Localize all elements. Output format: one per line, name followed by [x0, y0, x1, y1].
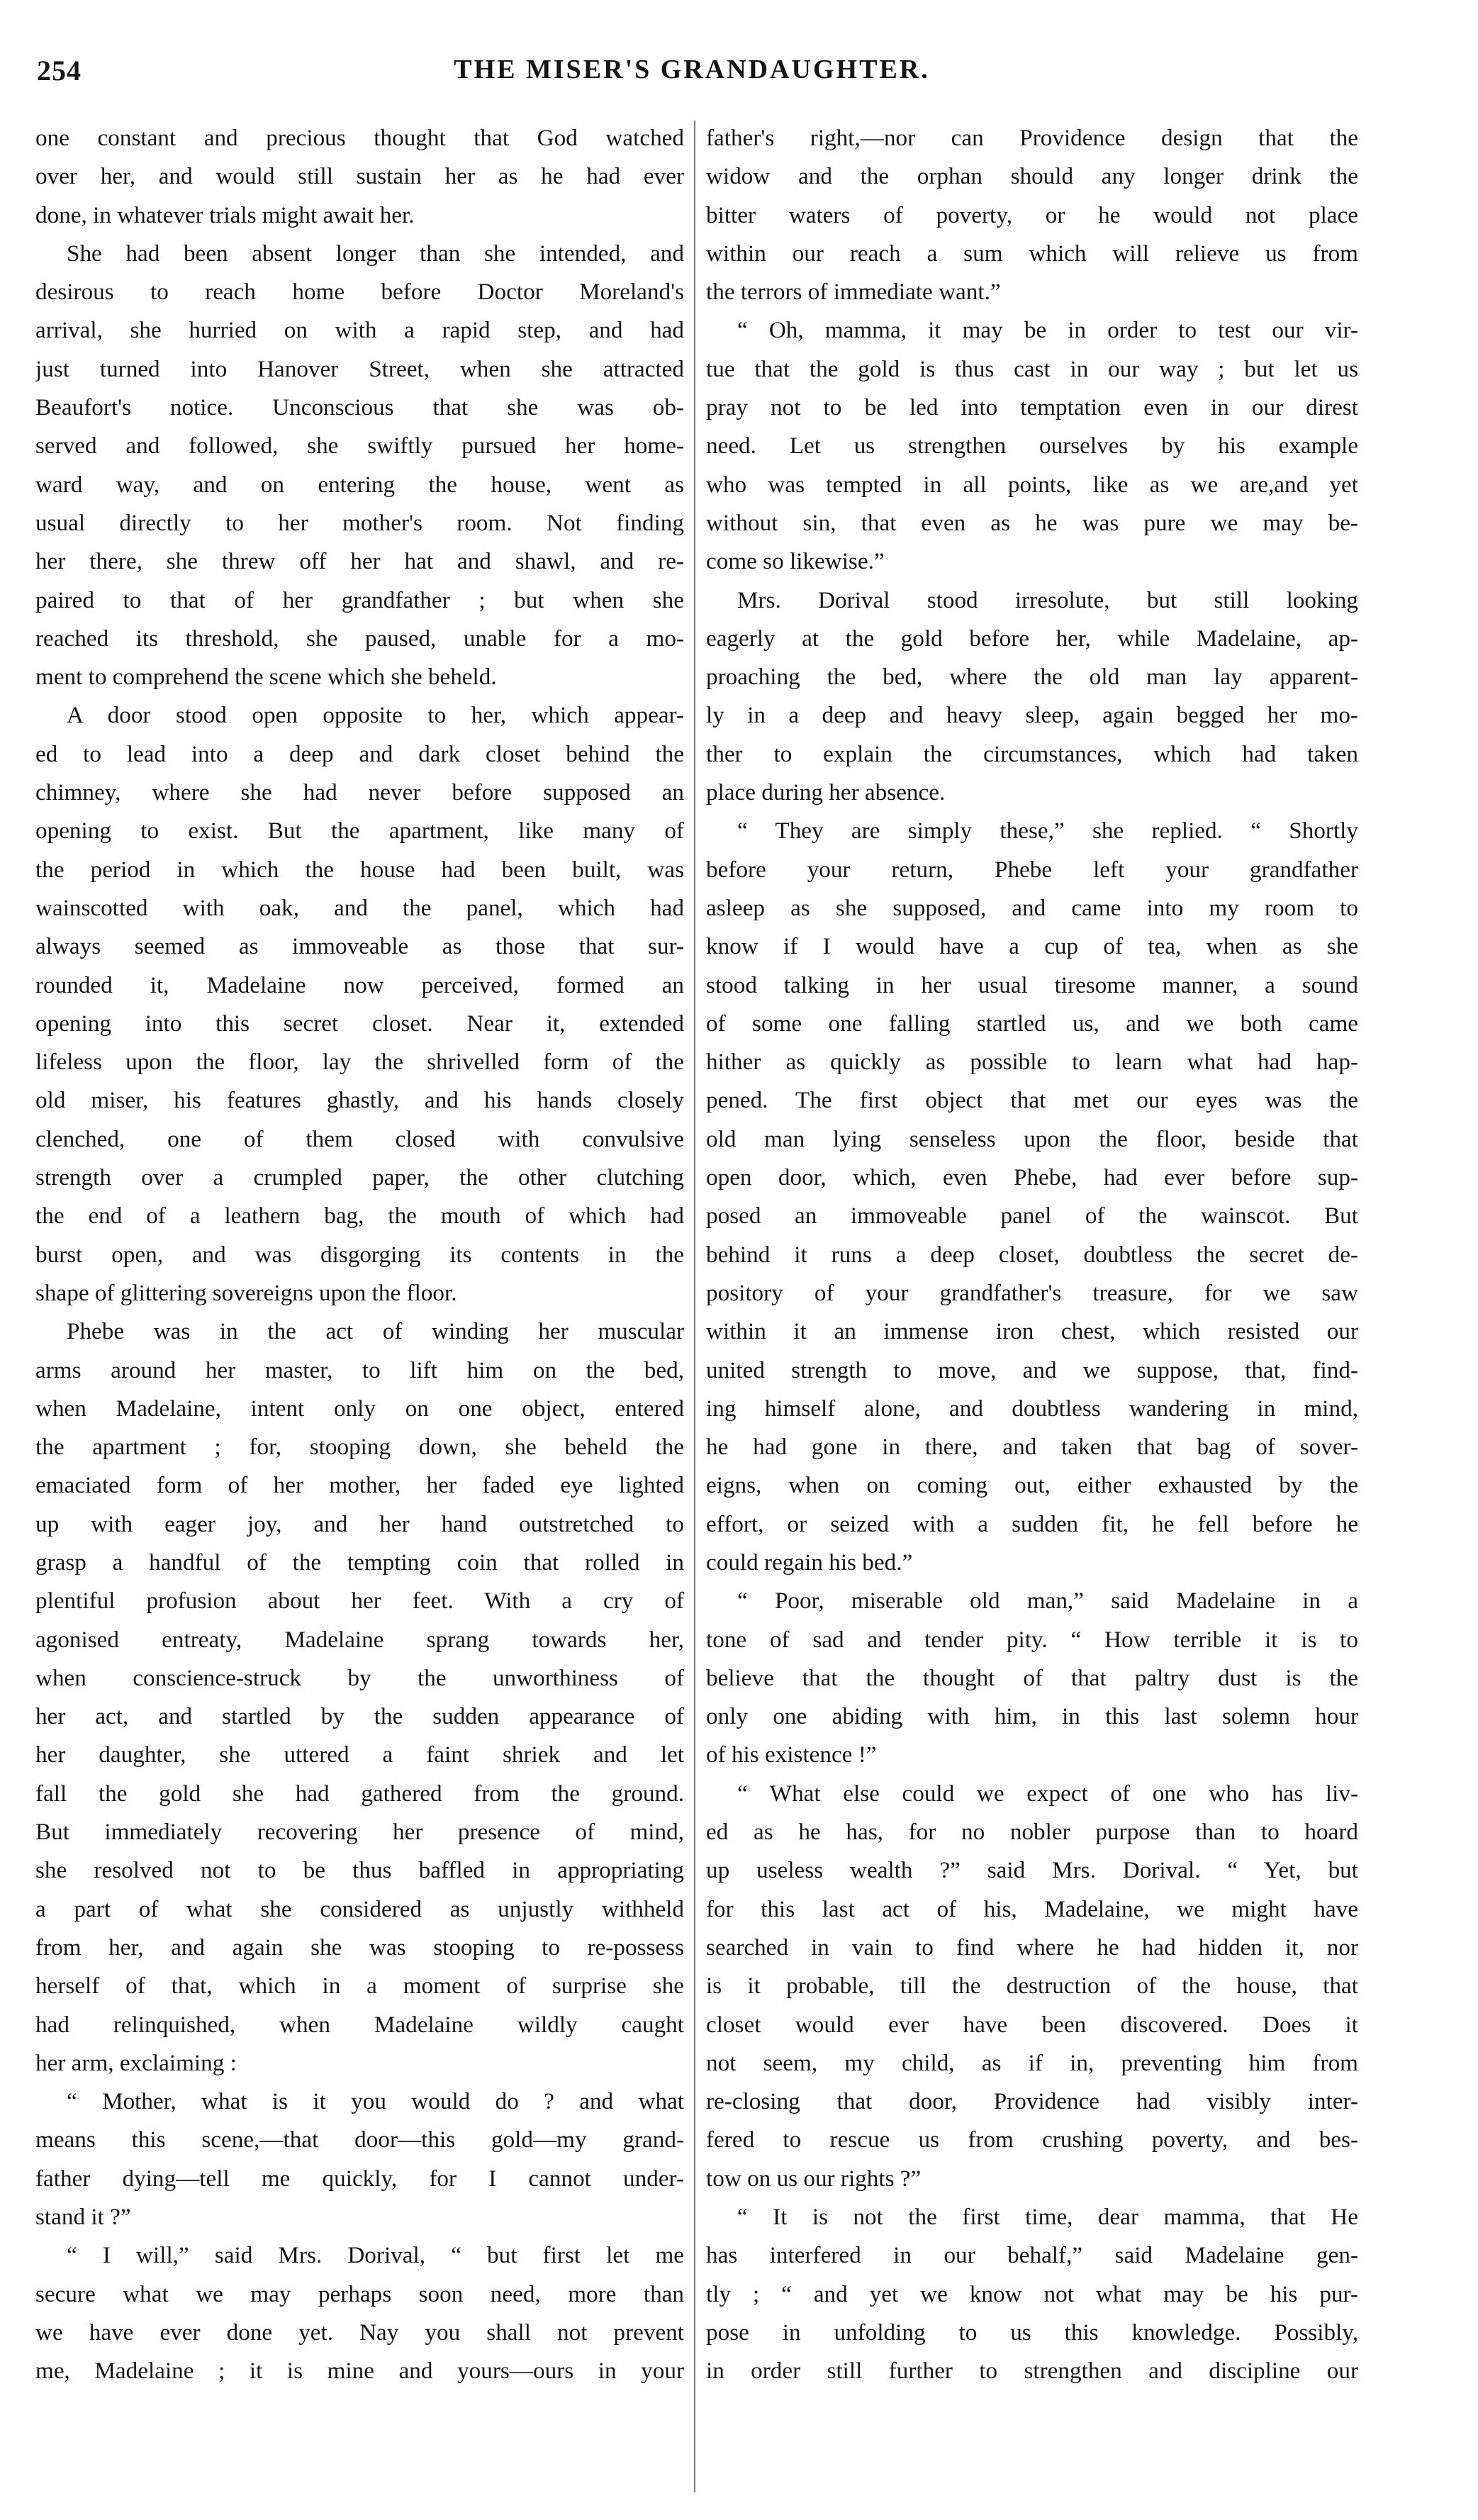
text-line: me, Madelaine ; it is mine and yours—ours in your: [35, 2358, 684, 2385]
text-line: over her, and would still sustain her as he had ever: [35, 163, 684, 190]
text-line: pened. The first object that met our eyes was the: [706, 1087, 1358, 1114]
text-line: grasp a handful of the tempting coin that rolled in: [35, 1549, 684, 1576]
text-line: fered to rescue us from crushing poverty, and bes-: [706, 2126, 1358, 2153]
text-line: has interfered in our behalf,” said Madelaine gen-: [706, 2242, 1358, 2269]
text-line: desirous to reach home before Doctor Moreland's: [35, 279, 684, 306]
text-line: tow on us our rights ?”: [706, 2165, 922, 2192]
text-line: “ What else could we expect of one who has liv-: [737, 1780, 1358, 1807]
text-line: arrival, she hurried on with a rapid step, and had: [35, 317, 684, 344]
text-line: tly ; “ and yet we know not what may be his pur-: [706, 2280, 1358, 2307]
text-line: eigns, when on coming out, either exhausted by the: [706, 1472, 1358, 1499]
text-line: rounded it, Madelaine now perceived, formed an: [35, 971, 684, 998]
text-line: agonised entreaty, Madelaine sprang towards her,: [35, 1626, 684, 1653]
text-line: stood talking in her usual tiresome manner, a sound: [706, 971, 1358, 998]
text-line: of his existence !”: [706, 1741, 877, 1768]
text-line: wainscotted with oak, and the panel, which had: [35, 894, 684, 921]
text-line: eagerly at the gold before her, while Madelaine, ap-: [706, 625, 1358, 652]
text-line: reached its threshold, she paused, unable for a mo-: [35, 625, 684, 652]
text-line: ing himself alone, and doubtless wandering in mind,: [706, 1395, 1358, 1422]
text-line: open door, which, even Phebe, had ever before sup-: [706, 1164, 1358, 1191]
text-line: arms around her master, to lift him on the bed,: [35, 1356, 684, 1383]
text-line: who was tempted in all points, like as we are,and yet: [706, 471, 1358, 498]
text-line: one constant and precious thought that God watched: [35, 125, 684, 151]
text-line: father dying—tell me quickly, for I cannot under-: [35, 2165, 684, 2192]
text-line: secure what we may perhaps soon need, more than: [35, 2280, 684, 2307]
text-line: searched in vain to find where he had hidden it, nor: [706, 1934, 1358, 1961]
text-line: the end of a leathern bag, the mouth of which had: [35, 1203, 684, 1230]
text-line: place during her absence.: [706, 779, 946, 806]
text-line: means this scene,—that door—this gold—my grand-: [35, 2126, 684, 2153]
text-line: the period in which the house had been built, was: [35, 856, 684, 883]
text-line: “ Mother, what is it you would do ? and what: [67, 2088, 684, 2115]
text-line: stand it ?”: [35, 2204, 131, 2231]
text-line: A door stood open opposite to her, which appear-: [67, 702, 684, 729]
text-line: before your return, Phebe left your grandfather: [706, 856, 1358, 883]
text-line: her there, she threw off her hat and shawl, and re-: [35, 548, 684, 575]
text-line: of some one falling startled us, and we both came: [706, 1010, 1358, 1037]
text-line: within our reach a sum which will relieve us from: [706, 240, 1358, 267]
text-line: proaching the bed, where the old man lay apparent-: [706, 664, 1358, 691]
text-line: lifeless upon the floor, lay the shrivelled form of the: [35, 1049, 684, 1076]
text-line: up with eager joy, and her hand outstretched to: [35, 1510, 684, 1537]
text-line: old miser, his features ghastly, and his hands closely: [35, 1087, 684, 1114]
text-line: always seemed as immoveable as those that sur-: [35, 933, 684, 960]
text-line: from her, and again she was stooping to re-possess: [35, 1934, 684, 1961]
text-line: come so likewise.”: [706, 548, 885, 575]
text-line: we have ever done yet. Nay you shall not prevent: [35, 2319, 684, 2346]
text-line: pray not to be led into temptation even in our direst: [706, 394, 1358, 421]
text-line: a part of what she considered as unjustly withheld: [35, 1895, 684, 1922]
text-line: pose in unfolding to us this knowledge. Possibly,: [706, 2319, 1358, 2346]
text-line: when conscience-struck by the unworthiness of: [35, 1664, 684, 1691]
text-line: re-closing that door, Providence had visibly inter-: [706, 2088, 1358, 2115]
text-line: plentiful profusion about her feet. With a cry of: [35, 1588, 684, 1615]
text-line: “ They are simply these,” she replied. “ Shortly: [737, 818, 1358, 844]
running-title: THE MISER'S GRANDAUGHTER.: [454, 55, 930, 84]
text-line: father's right,—nor can Providence design that the: [706, 125, 1358, 151]
right-column: [706, 119, 1358, 2391]
text-line: She had been absent longer than she intended, and: [67, 240, 684, 267]
text-line: in order still further to strengthen and discipline our: [706, 2358, 1358, 2385]
text-line: emaciated form of her mother, her faded eye lighted: [35, 1472, 684, 1499]
text-line: the terrors of immediate want.”: [706, 279, 1001, 306]
text-line: “ Oh, mamma, it may be in order to test our vir-: [737, 317, 1358, 344]
left-column: [35, 119, 684, 2391]
text-line: he had gone in there, and taken that bag of sover-: [706, 1434, 1358, 1461]
text-line: done, in whatever trials might await her.: [35, 201, 415, 228]
text-line: believe that the thought of that paltry dust is the: [706, 1664, 1358, 1691]
text-line: hither as quickly as possible to learn what had hap-: [706, 1049, 1358, 1076]
text-line: closet would ever have been discovered. Does it: [706, 2011, 1358, 2038]
text-line: bitter waters of poverty, or he would not place: [706, 201, 1358, 228]
text-line: ed to lead into a deep and dark closet behind the: [35, 740, 684, 767]
text-line: without sin, that even as he was pure we may be-: [706, 509, 1358, 536]
text-line: tone of sad and tender pity. “ How terrible it is to: [706, 1626, 1358, 1653]
text-line: ly in a deep and heavy sleep, again begged her mo-: [706, 702, 1358, 729]
text-line: just turned into Hanover Street, when she attracted: [35, 355, 684, 382]
text-line: united strength to move, and we suppose, that, find-: [706, 1356, 1358, 1383]
text-line: had relinquished, when Madelaine wildly caught: [35, 2011, 684, 2038]
text-line: widow and the orphan should any longer drink the: [706, 163, 1358, 190]
text-line: her act, and startled by the sudden appearance of: [35, 1703, 684, 1730]
text-line: posed an immoveable panel of the wainscot. But: [706, 1203, 1358, 1230]
column-divider: [694, 121, 695, 2492]
text-line: tue that the gold is thus cast in our way ; but let us: [706, 355, 1358, 382]
text-line: the apartment ; for, stooping down, she beheld the: [35, 1434, 684, 1461]
text-line: paired to that of her grandfather ; but when she: [35, 586, 684, 613]
page-number: 254: [37, 55, 82, 87]
text-line: within it an immense iron chest, which resisted our: [706, 1318, 1358, 1345]
text-line: opening to exist. But the apartment, like many of: [35, 818, 684, 844]
text-line: know if I would have a cup of tea, when as she: [706, 933, 1358, 960]
text-line: effort, or seized with a sudden fit, he fell before he: [706, 1510, 1358, 1537]
text-line: her arm, exclaiming :: [35, 2049, 237, 2076]
text-line: Beaufort's notice. Unconscious that she was ob-: [35, 394, 684, 421]
text-line: served and followed, she swiftly pursued her home-: [35, 433, 684, 459]
text-line: opening into this secret closet. Near it, extended: [35, 1010, 684, 1037]
text-line: herself of that, which in a moment of surprise she: [35, 1973, 684, 2000]
text-line: But immediately recovering her presence of mind,: [35, 1819, 684, 1846]
text-line: could regain his bed.”: [706, 1549, 913, 1576]
text-line: ther to explain the circumstances, which had taken: [706, 740, 1358, 767]
text-line: ed as he has, for no nobler purpose than to hoard: [706, 1819, 1358, 1846]
text-line: when Madelaine, intent only on one object, entered: [35, 1395, 684, 1422]
page-header: [37, 54, 1347, 96]
text-line: “ It is not the first time, dear mamma, that He: [737, 2204, 1358, 2231]
text-line: chimney, where she had never before supposed an: [35, 779, 684, 806]
text-line: is it probable, till the destruction of the house, that: [706, 1973, 1358, 2000]
text-line: clenched, one of them closed with convulsive: [35, 1125, 684, 1152]
text-line: ment to comprehend the scene which she beheld.: [35, 664, 497, 691]
text-line: behind it runs a deep closet, doubtless the secret de-: [706, 1241, 1358, 1268]
text-line: fall the gold she had gathered from the ground.: [35, 1780, 684, 1807]
text-line: “ I will,” said Mrs. Dorival, “ but first let me: [67, 2242, 684, 2269]
text-line: usual directly to her mother's room. Not finding: [35, 509, 684, 536]
text-line: asleep as she supposed, and came into my room to: [706, 894, 1358, 921]
text-line: Mrs. Dorival stood irresolute, but still looking: [737, 586, 1358, 613]
text-line: her daughter, she uttered a faint shriek and let: [35, 1741, 684, 1768]
text-line: not seem, my child, as if in, preventing him from: [706, 2049, 1358, 2076]
text-line: “ Poor, miserable old man,” said Madelaine in a: [737, 1588, 1358, 1615]
text-line: Phebe was in the act of winding her muscular: [67, 1318, 684, 1345]
text-line: strength over a crumpled paper, the other clutching: [35, 1164, 684, 1191]
text-line: for this last act of his, Madelaine, we might have: [706, 1895, 1358, 1922]
text-line: old man lying senseless upon the floor, beside that: [706, 1125, 1358, 1152]
text-line: need. Let us strengthen ourselves by his example: [706, 433, 1358, 459]
text-line: she resolved not to be thus baffled in appropriating: [35, 1857, 684, 1884]
text-line: pository of your grandfather's treasure, for we saw: [706, 1279, 1358, 1306]
text-line: ward way, and on entering the house, went as: [35, 471, 684, 498]
text-line: shape of glittering sovereigns upon the floor.: [35, 1279, 457, 1306]
text-line: only one abiding with him, in this last solemn hour: [706, 1703, 1358, 1730]
text-line: up useless wealth ?” said Mrs. Dorival. “ Yet, but: [706, 1857, 1358, 1884]
text-line: burst open, and was disgorging its contents in the: [35, 1241, 684, 1268]
